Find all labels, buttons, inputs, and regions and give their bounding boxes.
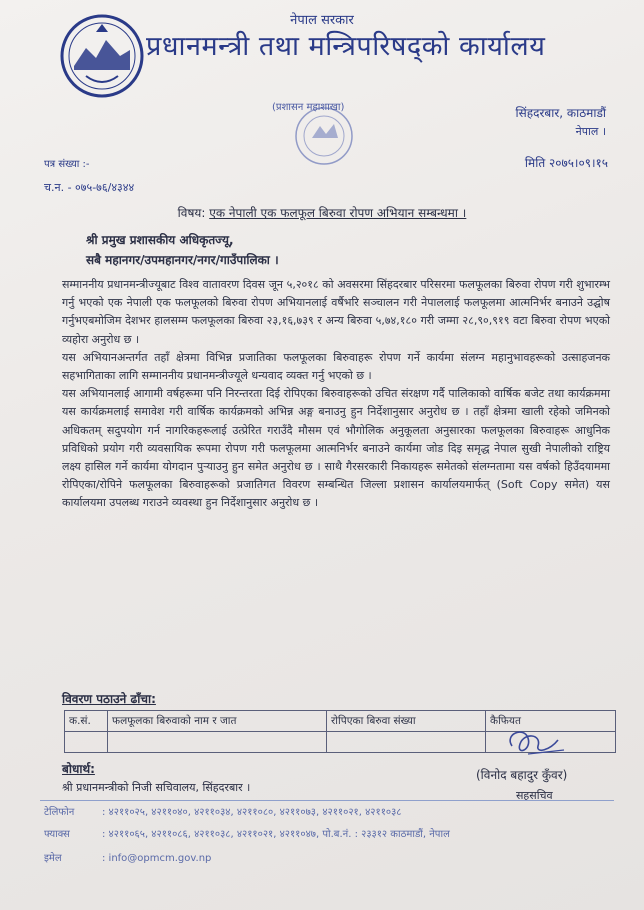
- letter-date: मिति २०७५।०९।१५: [524, 156, 608, 170]
- footer-email: [44, 850, 211, 864]
- signer-name: (विनोद बहादुर कुँवर): [476, 768, 568, 782]
- details-format-heading: विवरण पठाउने ढाँचा:: [62, 692, 156, 706]
- footer-email-value: : info@opmcm.gov.np: [102, 853, 212, 864]
- address-line-1: सिंहदरबार, काठमाडौं: [515, 106, 606, 120]
- letter-body: [62, 276, 610, 513]
- footer-fax-label: फ्याक्स: [44, 829, 70, 840]
- reference-number-label: पत्र संख्या :-: [44, 159, 90, 170]
- office-title: प्रधानमन्त्री तथा मन्त्रिपरिषद्को कार्यालय: [146, 31, 546, 62]
- subject-prefix: विषय:: [177, 206, 206, 220]
- table-cell: [65, 732, 108, 753]
- table-header-cell: रोपिएका बिरुवा संख्या: [327, 711, 486, 732]
- cc-label: बोधार्थ:: [62, 762, 95, 776]
- stamp-label: (प्रशासन महाशाखा): [272, 102, 345, 113]
- table-header-cell: फलफूलका बिरुवाको नाम र जात: [108, 711, 327, 732]
- subject-line: [0, 204, 644, 221]
- cc-item: श्री प्रधानमन्त्रीको निजी सचिवालय, सिंहदरबार ।: [62, 781, 251, 794]
- footer-email-label: इमेल: [44, 853, 62, 864]
- body-paragraph-3: यस अभियानलाई आगामी वर्षहरूमा पनि निरन्तरता दिई रोपिएका बिरुवाहरूको उचित संरक्षण गर्दै पालिकाको वार्षिक बजेट तथा कार्यक्रममा यस कार्यक्रमलाई समावेश गरी वार्षिक कार्यक्रमको अभिन्न अङ्ग बनाउनु हुन निर्देशानुसार अनुरोध छ । तहाँ क्षेत्रमा खाली रहेको जमिनको अधिकतम् सदुपयोग गर्न नागरिकहरूलाई उत्प्रेरित गराउँदै मौसम एवं भौगोलिक अनुकूलता अनुसारका फलफूलका बिरुवाहरू आधुनिक प्रविधिको प्रयोग गरी व्यवसायिक रूपमा रोपण गरी फलफूलमा आत्मनिर्भर बनाउने कार्यमा जोड दिइ समृद्ध नेपाल सुखी नेपालीको राष्ट्रिय लक्ष्य हासिल गर्ने कार्यमा योगदान पुऱ्याउनु हुन समेत अनुरोध छ । साथै गैरसरकारी निकायहरू समेतको संलग्नतामा यस वर्षको हिउँदयाममा रोपिएका/रोपिने फलफूलका बिरुवाहरूको प्रजातिगत विवरण सम्बन्धित जिल्ला प्रशासन कार्यालयमार्फत् (Soft Copy समेत) यस कार्यालयमा उपलब्ध गराउने व्यवस्था हुन निर्देशानुसार अनुरोध छ ।: [62, 387, 610, 510]
- body-paragraph-1: सम्माननीय प्रधानमन्त्रीज्यूबाट विश्व वातावरण दिवस जून ५,२०१८ को अवसरमा सिंहदरबार परिसरमा फलफूलका बिरुवा रोपण गरी शुभारम्भ गर्नु भएको एक नेपाली एक फलफूलको बिरुवा रोपण अभियानलाई वर्षैभरि सञ्चालन गरी नेपाललाई फलफूलमा आत्मनिर्भर बनाउने उद्घोष गर्नुभएबमोजिम देशभर हालसम्म फलफूलका बिरुवा २३,१६,७३९ र अन्य बिरुवा ५,७४,१८० गरी जम्मा २८,९०,९१९ वटा बिरुवा रोपण भएको व्यहोरा अनुरोध छ ।: [62, 278, 610, 346]
- table-cell: [108, 732, 327, 753]
- subject-text: एक नेपाली एक फलफूल बिरुवा रोपण अभियान सम्बन्धमा ।: [209, 206, 467, 220]
- table-header-cell: क.सं.: [65, 711, 108, 732]
- dispatch-number: च.न. - ०७५-७६/४३४४: [44, 181, 135, 194]
- signer-title: सहसचिव: [516, 789, 553, 802]
- footer-fax-value: : ४२११०६५, ४२११०८६, ४२११०३८, ४२११०२१, ४२११०४७, पो.ब.नं. : २३३१२ काठमाडौं, नेपाल: [102, 829, 450, 840]
- addressee-line-1: श्री प्रमुख प्रशासकीय अधिकृतज्यू,: [86, 233, 234, 247]
- footer-phone-value: : ४२११०२५, ४२११०४०, ४२११०३४, ४२११०८०, ४२११०७३, ४२११०२१, ४२११०३८: [102, 807, 402, 818]
- body-paragraph-2: यस अभियानअन्तर्गत तहाँ क्षेत्रमा विभिन्न प्रजातिका फलफूलका बिरुवाहरू रोपण गर्ने कार्यमा संलग्न महानुभावहरूको उत्साहजनक सहभागिताका लागि सम्माननीय प्रधानमन्त्रीज्यूले धन्यवाद व्यक्त गर्नु भएको छ ।: [62, 350, 610, 383]
- footer-phone-label: टेलिफोन: [44, 807, 75, 818]
- addressee-block: [86, 230, 279, 270]
- address-line-2: नेपाल ।: [575, 125, 606, 138]
- footer-divider: [40, 800, 614, 801]
- footer-fax: [44, 826, 450, 840]
- handwritten-signature-icon: [498, 720, 572, 762]
- table-cell: [327, 732, 486, 753]
- table-header-cell: कैफियत: [486, 711, 616, 732]
- addressee-line-2: सबै महानगर/उपमहानगर/नगर/गाउँपालिका ।: [86, 253, 279, 267]
- government-line: नेपाल सरकार: [290, 13, 354, 28]
- footer-phone: [44, 804, 402, 818]
